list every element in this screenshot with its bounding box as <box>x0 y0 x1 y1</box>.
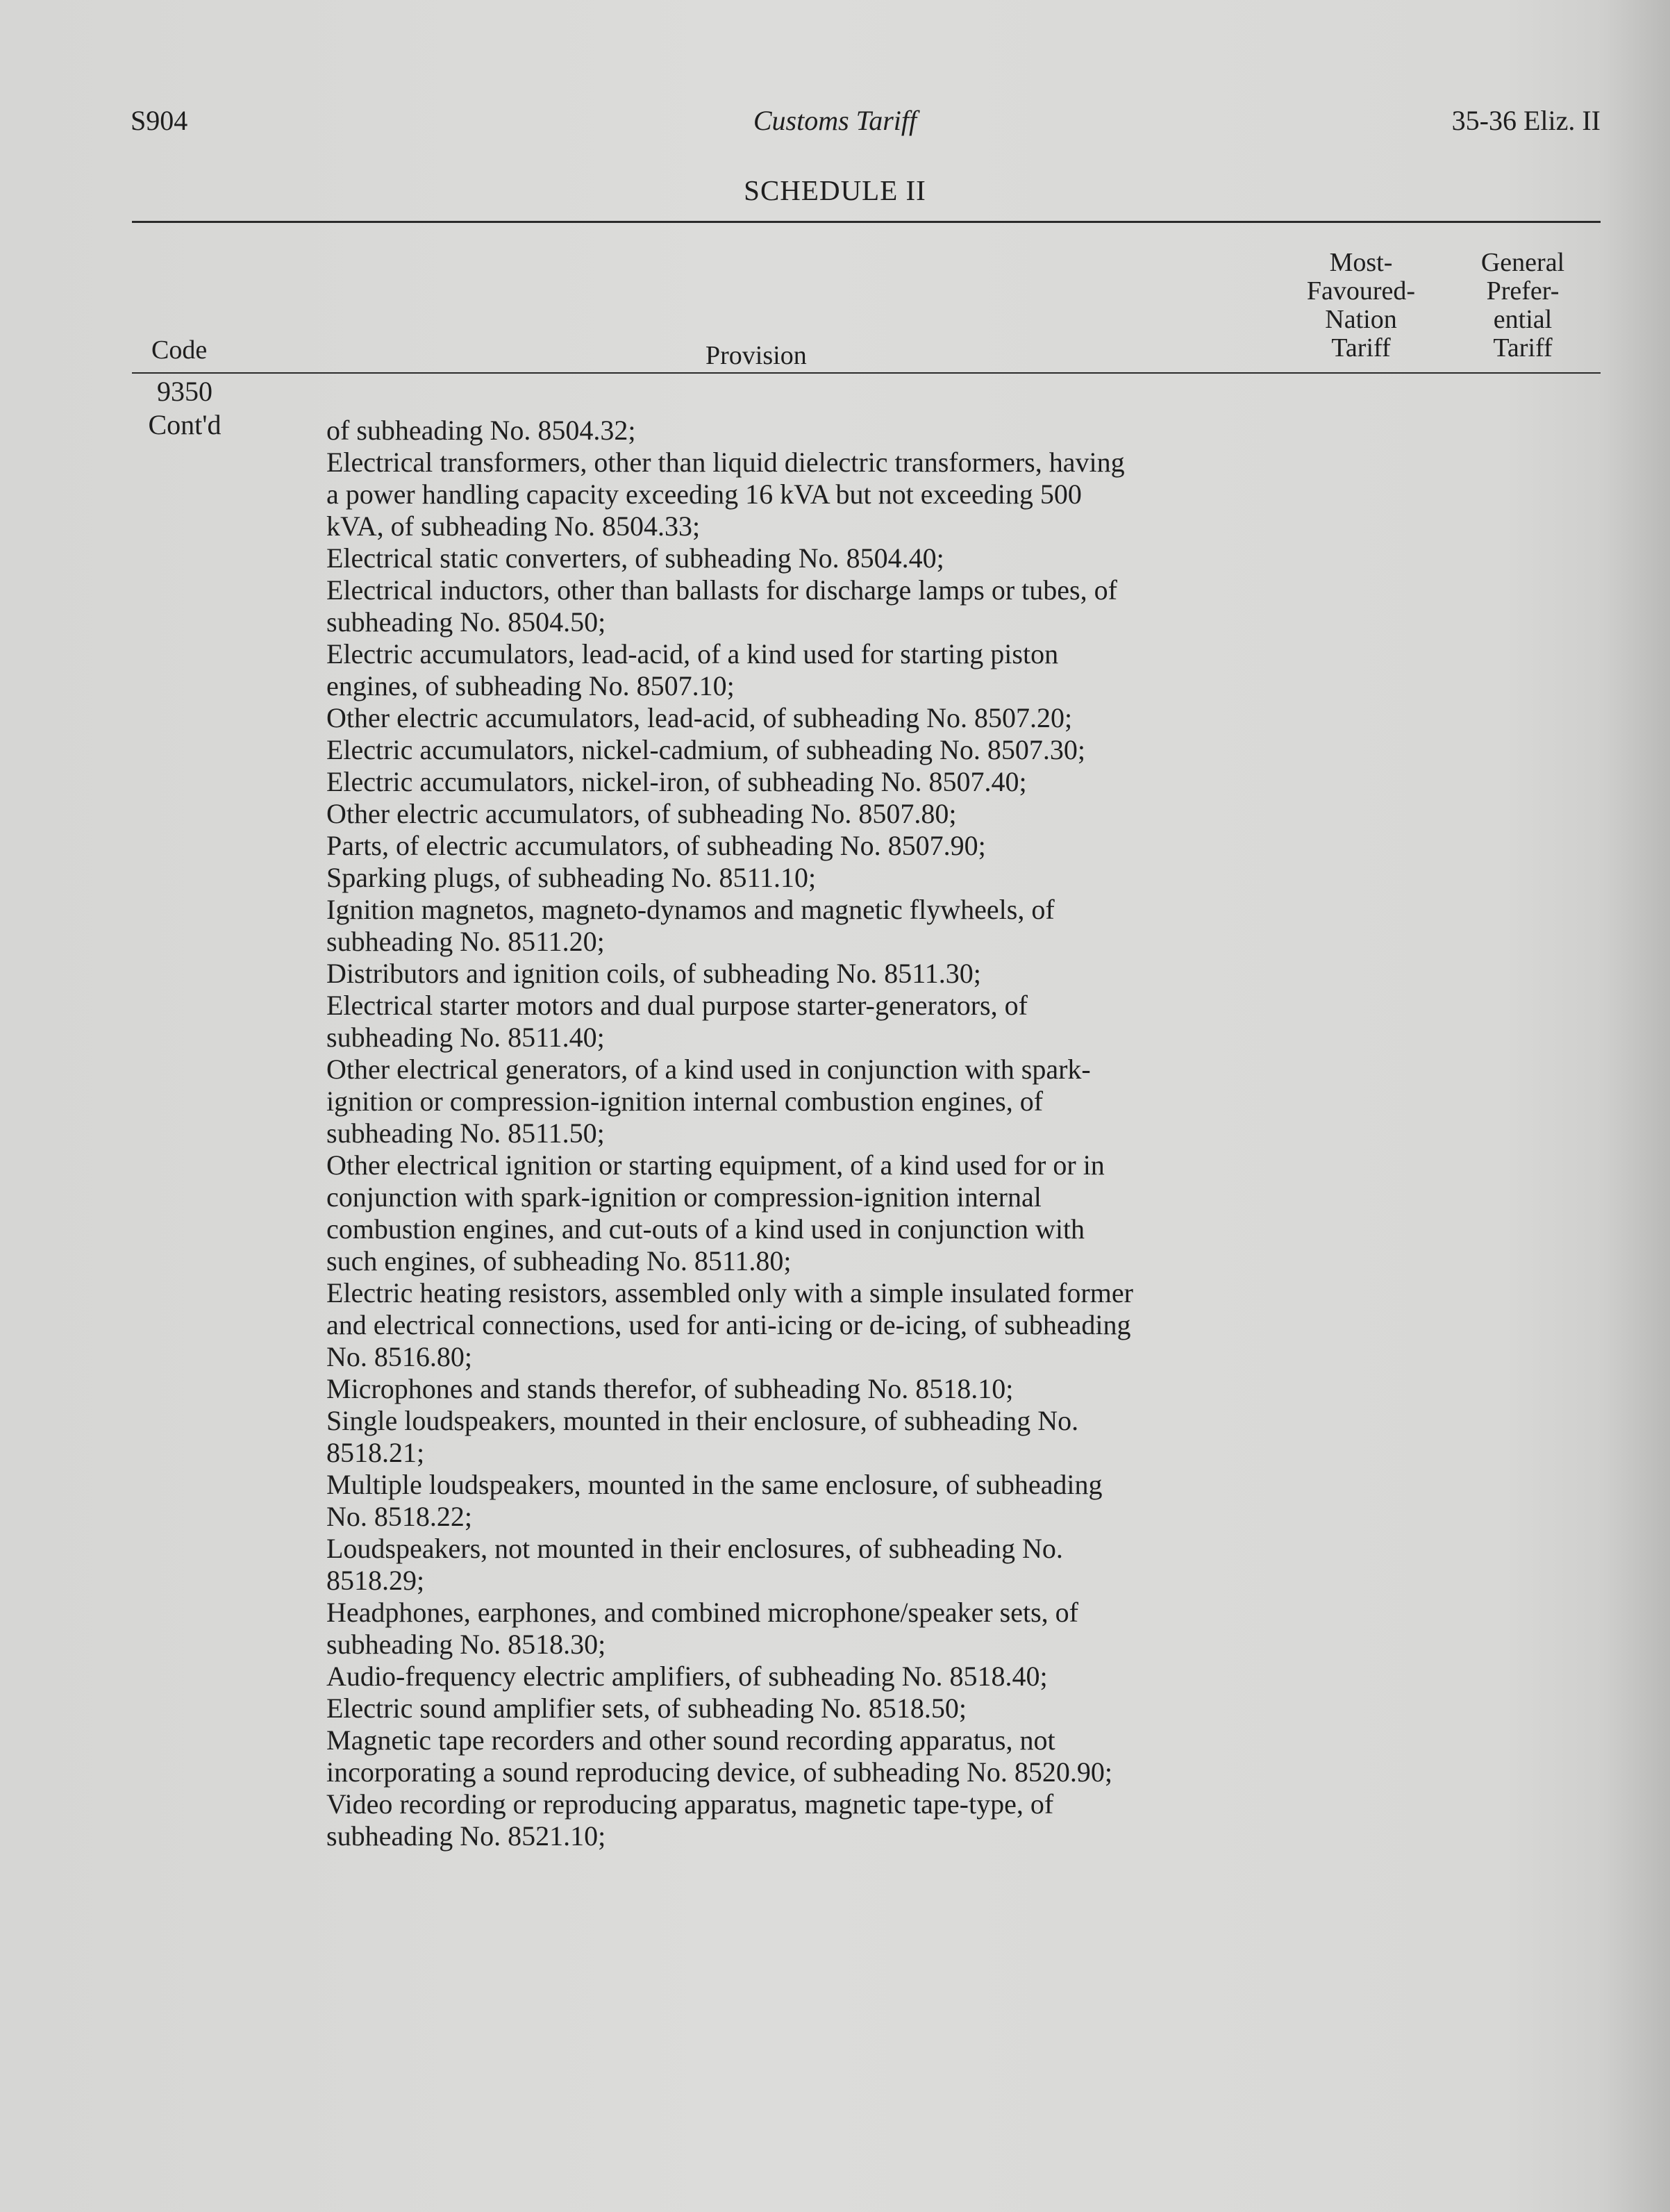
provision-line: Electrical transformers, other than liquid dielectric transformers, having <box>326 447 1125 478</box>
gpt-header-line: General <box>1480 248 1565 277</box>
provision-line: kVA, of subheading No. 8504.33; <box>326 510 701 542</box>
header-bottom-rule <box>132 372 1601 374</box>
schedule-title: SCHEDULE II <box>744 174 926 206</box>
tariff-code-cell <box>143 375 226 442</box>
provision-line: Other electric accumulators, lead-acid, of subheading No. 8507.20; <box>326 702 1073 733</box>
provision-line: Magnetic tape recorders and other sound recording apparatus, not <box>326 1724 1055 1756</box>
provision-line: Parts, of electric accumulators, of subheading No. 8507.90; <box>326 830 986 861</box>
provision-line: 8518.21; <box>326 1437 425 1468</box>
provision-line: a power handling capacity exceeding 16 kVA but not exceeding 500 <box>326 479 1082 510</box>
provision-line: Electric accumulators, nickel-cadmium, of subheading No. 8507.30; <box>326 734 1086 765</box>
provision-line: ignition or compression-ignition internal combustion engines, of <box>326 1086 1044 1117</box>
provision-line: Electric accumulators, lead-acid, of a kind used for starting piston <box>326 638 1059 670</box>
column-header-provision: Provision <box>705 341 807 370</box>
provision-line: No. 8516.80; <box>326 1341 472 1372</box>
provision-line: incorporating a sound reproducing device, of subheading No. 8520.90; <box>326 1756 1112 1788</box>
header-top-rule <box>132 221 1601 223</box>
provision-line: subheading No. 8511.40; <box>326 1022 605 1053</box>
gpt-header-line: Prefer- <box>1486 276 1560 306</box>
provision-line: Electrical inductors, other than ballasts for discharge lamps or tubes, of <box>326 574 1117 606</box>
provision-line: 8518.29; <box>326 1565 425 1596</box>
provision-line: subheading No. 8511.50; <box>326 1117 605 1149</box>
provision-line: Other electrical ignition or starting equipment, of a kind used for or in <box>326 1149 1105 1181</box>
provision-line: subheading No. 8521.10; <box>326 1820 606 1852</box>
provision-line: Distributors and ignition coils, of subheading No. 8511.30; <box>326 958 981 989</box>
provision-line: Other electrical generators, of a kind used in conjunction with spark- <box>326 1054 1091 1085</box>
provision-line: such engines, of subheading No. 8511.80; <box>326 1245 792 1277</box>
provision-line: Ignition magnetos, magneto-dynamos and magnetic flywheels, of <box>326 894 1055 925</box>
column-header-mfn-tariff <box>1288 249 1434 363</box>
column-header-gpt-tariff <box>1450 249 1596 363</box>
running-title: Customs Tariff <box>753 105 917 136</box>
provision-line: subheading No. 8504.50; <box>326 606 606 638</box>
mfn-header-line: Tariff <box>1331 333 1391 363</box>
mfn-header-line: Most- <box>1329 248 1393 277</box>
provision-line: Electrical starter motors and dual purpose starter-generators, of <box>326 990 1028 1021</box>
provision-line: Audio-frequency electric amplifiers, of subheading No. 8518.40; <box>326 1661 1048 1692</box>
tariff-code: 9350 <box>157 376 212 407</box>
provision-line: Multiple loudspeakers, mounted in the same enclosure, of subheading <box>326 1469 1103 1500</box>
provision-line: Electrical static converters, of subheading No. 8504.40; <box>326 542 944 574</box>
provision-line: No. 8518.22; <box>326 1501 472 1532</box>
provision-line: and electrical connections, used for anti-icing or de-icing, of subheading <box>326 1309 1131 1340</box>
mfn-header-line: Favoured- <box>1306 276 1416 306</box>
provision-line: Electric accumulators, nickel-iron, of subheading No. 8507.40; <box>326 766 1027 797</box>
provision-line: subheading No. 8518.30; <box>326 1629 606 1660</box>
gpt-header-line: Tariff <box>1493 333 1553 363</box>
provision-line: Other electric accumulators, of subheading No. 8507.80; <box>326 798 957 829</box>
provision-line: engines, of subheading No. 8507.10; <box>326 670 735 701</box>
provision-line: conjunction with spark-ignition or compression-ignition internal <box>326 1181 1042 1213</box>
provision-line: Headphones, earphones, and combined microphone/speaker sets, of <box>326 1597 1078 1628</box>
provision-text <box>326 415 1271 1852</box>
continued-label: Cont'd <box>148 409 222 440</box>
provision-line: Loudspeakers, not mounted in their enclosures, of subheading No. <box>326 1533 1063 1564</box>
page-number: S904 <box>131 105 188 136</box>
provision-line: Sparking plugs, of subheading No. 8511.10; <box>326 862 817 893</box>
provision-line: subheading No. 8511.20; <box>326 926 605 957</box>
gpt-header-line: ential <box>1493 305 1553 334</box>
provision-line: Video recording or reproducing apparatus, magnetic tape-type, of <box>326 1788 1054 1820</box>
provision-line: Microphones and stands therefor, of subheading No. 8518.10; <box>326 1373 1014 1404</box>
provision-line: Electric sound amplifier sets, of subheading No. 8518.50; <box>326 1693 967 1724</box>
provision-line: Electric heating resistors, assembled only with a simple insulated former <box>326 1277 1133 1308</box>
mfn-header-line: Nation <box>1325 305 1397 334</box>
statute-reference: 35-36 Eliz. II <box>1451 105 1601 136</box>
provision-line: of subheading No. 8504.32; <box>326 415 636 446</box>
column-header-code: Code <box>151 335 208 365</box>
provision-line: combustion engines, and cut-outs of a kind used in conjunction with <box>326 1213 1085 1245</box>
provision-line: Single loudspeakers, mounted in their enclosure, of subheading No. <box>326 1405 1079 1436</box>
